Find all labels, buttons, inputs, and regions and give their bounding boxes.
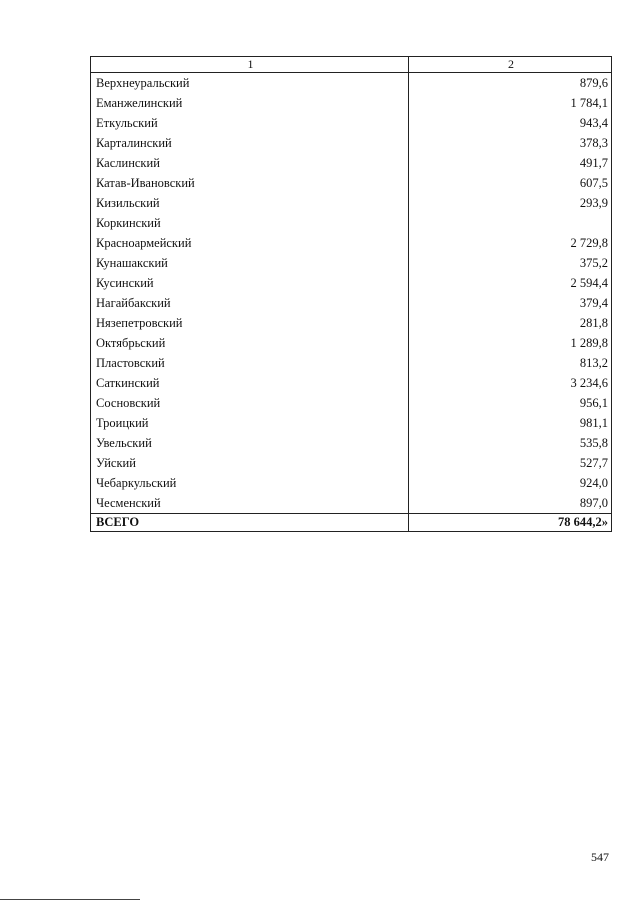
table-row (91, 413, 612, 433)
district-name: Саткинский (91, 373, 409, 393)
total-label: ВСЕГО (91, 514, 409, 532)
table-row (91, 293, 612, 313)
district-name: Коркинский (91, 213, 409, 233)
district-name: Красноармейский (91, 233, 409, 253)
district-value: 1 289,8 (409, 333, 612, 353)
district-value: 1 784,1 (409, 93, 612, 113)
table-row (91, 173, 612, 193)
total-value: 78 644,2» (409, 514, 612, 532)
district-name: Кусинский (91, 273, 409, 293)
district-value: 897,0 (409, 493, 612, 514)
table-row (91, 313, 612, 333)
table-row (91, 353, 612, 373)
district-value: 281,8 (409, 313, 612, 333)
district-value: 293,9 (409, 193, 612, 213)
table-row (91, 113, 612, 133)
table-row (91, 193, 612, 213)
district-name: Кунашакский (91, 253, 409, 273)
district-value: 2 594,4 (409, 273, 612, 293)
table-row (91, 333, 612, 353)
table-row (91, 473, 612, 493)
district-value: 2 729,8 (409, 233, 612, 253)
district-name: Карталинский (91, 133, 409, 153)
district-name: Чесменский (91, 493, 409, 514)
table-row (91, 453, 612, 473)
district-value: 379,4 (409, 293, 612, 313)
district-value: 607,5 (409, 173, 612, 193)
table-row (91, 373, 612, 393)
district-value: 527,7 (409, 453, 612, 473)
district-name: Еманжелинский (91, 93, 409, 113)
district-name: Сосновский (91, 393, 409, 413)
district-value: 491,7 (409, 153, 612, 173)
district-name: Еткульский (91, 113, 409, 133)
district-name: Пластовский (91, 353, 409, 373)
table-row (91, 93, 612, 113)
district-name: Троицкий (91, 413, 409, 433)
district-value: 378,3 (409, 133, 612, 153)
district-table (90, 56, 612, 532)
table-row (91, 253, 612, 273)
district-value: 813,2 (409, 353, 612, 373)
district-name: Нязепетровский (91, 313, 409, 333)
district-value: 943,4 (409, 113, 612, 133)
page-number: 547 (591, 850, 609, 864)
table-row (91, 433, 612, 453)
district-value: 924,0 (409, 473, 612, 493)
district-name: Уйский (91, 453, 409, 473)
column-header-1: 1 (91, 57, 409, 73)
column-header-2: 2 (409, 57, 612, 73)
table-row (91, 153, 612, 173)
district-value: 879,6 (409, 73, 612, 94)
district-name: Катав-Ивановский (91, 173, 409, 193)
table-row (91, 273, 612, 293)
total-row (91, 514, 612, 532)
district-name: Чебаркульский (91, 473, 409, 493)
district-name: Каслинский (91, 153, 409, 173)
table-body (91, 73, 612, 514)
district-value (409, 213, 612, 233)
district-value: 3 234,6 (409, 373, 612, 393)
district-name: Кизильский (91, 193, 409, 213)
district-value: 535,8 (409, 433, 612, 453)
district-name: Октябрьский (91, 333, 409, 353)
district-value: 956,1 (409, 393, 612, 413)
table-row (91, 213, 612, 233)
table-row (91, 493, 612, 514)
table-row (91, 133, 612, 153)
district-name: Увельский (91, 433, 409, 453)
footer-rule (0, 899, 140, 900)
table-row (91, 73, 612, 94)
table-header-row (91, 57, 612, 73)
table-row (91, 233, 612, 253)
table-row (91, 393, 612, 413)
district-name: Верхнеуральский (91, 73, 409, 94)
district-value: 375,2 (409, 253, 612, 273)
district-value: 981,1 (409, 413, 612, 433)
district-name: Нагайбакский (91, 293, 409, 313)
